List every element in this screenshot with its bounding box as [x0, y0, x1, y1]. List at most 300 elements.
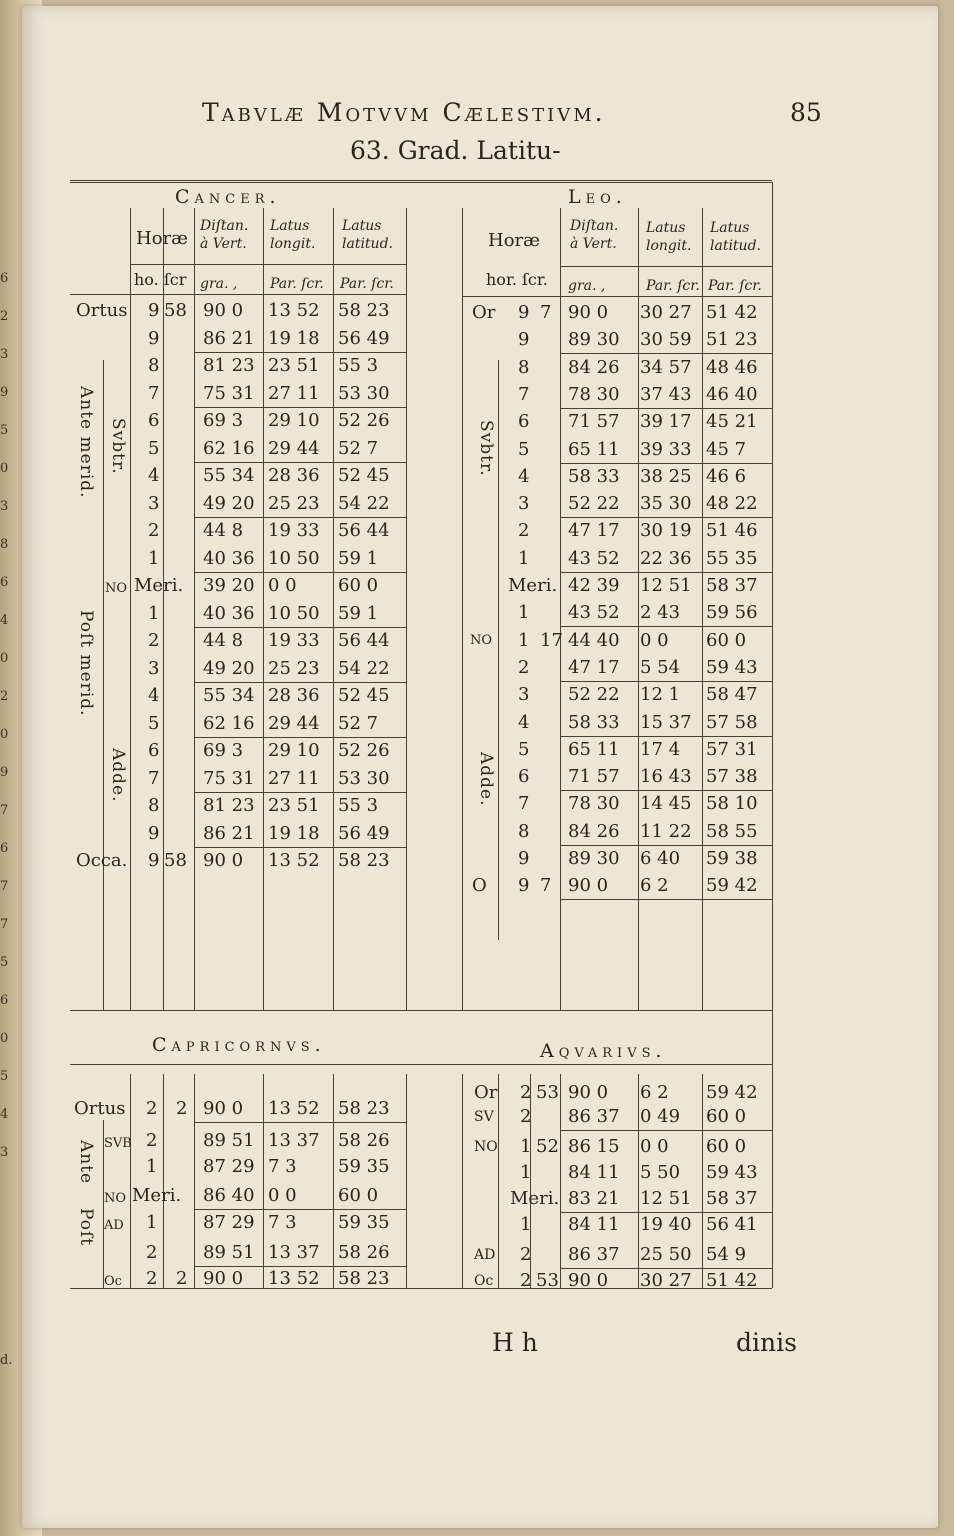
- latit-value: 60 0: [338, 575, 379, 596]
- distance-value: 90 0: [203, 850, 244, 871]
- hour-value: 9: [518, 302, 530, 323]
- hour-value: 2: [148, 520, 160, 541]
- header-a-vert: à Vert.: [570, 236, 617, 252]
- side-label-adde: Adde.: [476, 752, 496, 807]
- latit-value: 52 45: [338, 685, 390, 706]
- distance-value: 39 20: [203, 575, 255, 596]
- header-distan: Diſtan.: [570, 218, 619, 234]
- row-rule: [194, 627, 406, 628]
- distance-value: 90 0: [568, 302, 609, 323]
- hour-value: 7: [518, 383, 530, 405]
- hour-value: 1: [520, 1136, 532, 1157]
- column-rule: [638, 208, 639, 1010]
- longit-value: 7 3: [268, 1212, 297, 1233]
- minute-value: 17: [540, 629, 563, 651]
- row-rule: [560, 681, 772, 682]
- distance-value: 71 57: [568, 411, 620, 433]
- distance-value: 52 22: [568, 684, 620, 706]
- longit-value: 39 17: [640, 411, 692, 433]
- spine-mark: d.: [0, 1353, 13, 1368]
- hour-value: 9: [148, 327, 160, 349]
- distance-value: 55 34: [203, 465, 255, 486]
- side-label-adde: Adde.: [108, 748, 128, 803]
- hour-value: 4: [518, 465, 530, 487]
- longit-value: 6 40: [640, 848, 681, 869]
- distance-value: 44 8: [203, 520, 244, 541]
- longit-value: 19 18: [268, 327, 320, 349]
- mid-section-rule: [70, 1010, 772, 1011]
- table-right-rule: [772, 182, 773, 1288]
- header-latus-longit: Latus: [270, 218, 310, 234]
- row-rule: [194, 792, 406, 793]
- sign-capricornus: Capricornvs.: [152, 1034, 326, 1056]
- row-rule: [560, 572, 772, 573]
- distance-value: 49 20: [203, 657, 255, 679]
- spine-mark: 7: [0, 803, 9, 818]
- longit-value: 12 51: [640, 575, 692, 596]
- column-rule: [194, 208, 195, 1010]
- distance-value: 55 34: [203, 685, 255, 706]
- longit-value: 0 0: [640, 629, 669, 651]
- distance-value: 84 26: [568, 356, 620, 378]
- latit-value: 58 23: [338, 1268, 390, 1289]
- distance-value: 65 11: [568, 438, 620, 460]
- header-latitud: latitud.: [710, 238, 761, 254]
- header-latus-latit: Latus: [710, 220, 750, 236]
- latit-value: 45 7: [706, 438, 747, 460]
- latit-value: 58 37: [706, 575, 758, 596]
- sign-cancer: Cancer.: [175, 186, 281, 208]
- distance-value: 78 30: [568, 793, 620, 815]
- hour-value: 3: [518, 493, 530, 515]
- row-rule: [560, 353, 772, 354]
- minute-value: 58: [164, 300, 187, 321]
- distance-value: 90 0: [568, 1270, 609, 1291]
- latit-value: 53 30: [338, 382, 390, 404]
- row-rule: [560, 790, 772, 791]
- latit-value: 58 23: [338, 1098, 390, 1119]
- distance-value: 90 0: [203, 300, 244, 321]
- longit-value: 10 50: [268, 547, 320, 569]
- distance-value: 47 17: [568, 656, 620, 678]
- distance-value: 62 16: [203, 437, 255, 459]
- latit-value: 56 41: [706, 1214, 758, 1235]
- row-rule: [560, 1130, 772, 1131]
- column-rule: [406, 208, 407, 1010]
- spine-mark: 9: [0, 765, 9, 780]
- latit-value: 54 22: [338, 492, 390, 514]
- hour-value: 6: [148, 410, 160, 431]
- latit-value: 59 56: [706, 602, 758, 624]
- distance-value: 86 37: [568, 1106, 620, 1127]
- distance-value: 40 36: [203, 547, 255, 569]
- hour-value: 4: [148, 685, 160, 706]
- distance-value: 86 40: [203, 1185, 255, 1206]
- latit-value: 58 47: [706, 684, 758, 706]
- latit-value: 58 55: [706, 820, 758, 842]
- distance-value: 87 29: [203, 1156, 255, 1177]
- longit-value: 19 18: [268, 822, 320, 844]
- spine-mark: 4: [0, 1107, 9, 1122]
- minute-value: 7: [540, 875, 552, 897]
- spine-mark: 0: [0, 461, 9, 476]
- row-rule: [560, 736, 772, 737]
- row-label: O: [472, 875, 487, 897]
- row-rule: [194, 847, 406, 848]
- row-rule: [560, 463, 772, 464]
- column-rule: [638, 1074, 639, 1288]
- latit-value: 56 44: [338, 630, 390, 651]
- header-horae: Horæ: [488, 230, 541, 251]
- hour-value: Meri.: [510, 1188, 560, 1209]
- hour-value: 5: [518, 438, 530, 460]
- header-par-scr: Par. ſcr.: [708, 278, 762, 294]
- column-rule: [263, 208, 264, 1010]
- spine-mark: 5: [0, 955, 9, 970]
- hour-value: 9: [518, 875, 530, 897]
- side-label-post: Poſt: [76, 1208, 96, 1247]
- minute-value: 58: [164, 850, 187, 871]
- latit-value: 60 0: [338, 1185, 379, 1206]
- hour-value: 2: [146, 1098, 158, 1119]
- latit-value: 58 26: [338, 1130, 390, 1151]
- longit-value: 10 50: [268, 602, 320, 624]
- longit-value: 27 11: [268, 382, 320, 404]
- distance-value: 58 33: [568, 465, 620, 487]
- hour-value: 1: [518, 547, 530, 569]
- column-rule: [163, 208, 164, 1010]
- latit-value: 45 21: [706, 411, 758, 433]
- row-rule: [194, 462, 406, 463]
- header-rule: [70, 294, 406, 295]
- signature-mark: H h: [492, 1328, 538, 1357]
- distance-value: 89 30: [568, 329, 620, 351]
- distance-value: 71 57: [568, 766, 620, 788]
- distance-value: 87 29: [203, 1212, 255, 1233]
- column-rule: [130, 1074, 131, 1288]
- distance-value: 47 17: [568, 520, 620, 542]
- spine-mark: 5: [0, 423, 9, 438]
- column-rule: [560, 1074, 561, 1288]
- header-longit: longit.: [646, 238, 692, 254]
- distance-value: 86 37: [568, 1244, 620, 1265]
- distance-value: 52 22: [568, 493, 620, 515]
- hour-value: 5: [518, 738, 530, 760]
- header-rule: [560, 266, 772, 267]
- longit-value: 14 45: [640, 793, 692, 815]
- row-rule: [194, 407, 406, 408]
- hour-value: 2: [146, 1268, 158, 1289]
- lower-header-rule: [70, 1064, 772, 1065]
- distance-value: 49 20: [203, 492, 255, 514]
- hour-value: 2: [520, 1082, 532, 1103]
- latit-value: 55 35: [706, 547, 758, 569]
- distance-value: 69 3: [203, 410, 244, 431]
- row-label: Ortus: [74, 1098, 126, 1119]
- latit-value: 59 42: [706, 1082, 758, 1103]
- column-rule: [560, 208, 561, 1010]
- latit-value: 57 58: [706, 711, 758, 733]
- longit-value: 27 11: [268, 767, 320, 789]
- latit-value: 51 42: [706, 302, 758, 323]
- distance-value: 84 26: [568, 820, 620, 842]
- distance-value: 44 8: [203, 630, 244, 651]
- distance-value: 90 0: [203, 1268, 244, 1289]
- longit-value: 0 0: [268, 575, 297, 596]
- distance-value: 65 11: [568, 738, 620, 760]
- side-label-ante-merid: Ante merid.: [76, 386, 96, 499]
- row-rule: [194, 572, 406, 573]
- hour-value: 1: [520, 1214, 532, 1235]
- distance-value: 83 21: [568, 1188, 620, 1209]
- latit-value: 51 46: [706, 520, 758, 542]
- spine-mark: 0: [0, 1031, 9, 1046]
- minute-value: 7: [540, 302, 552, 323]
- latit-value: 60 0: [706, 629, 747, 651]
- longit-value: 7 3: [268, 1156, 297, 1177]
- distance-value: 43 52: [568, 547, 620, 569]
- longit-value: 0 0: [640, 1136, 669, 1157]
- spine-mark: 3: [0, 499, 9, 514]
- book-page: [22, 6, 938, 1528]
- distance-value: 75 31: [203, 382, 255, 404]
- latit-value: 54 22: [338, 657, 390, 679]
- side-rule: [103, 360, 104, 1010]
- side-label-post-merid: Poſt merid.: [76, 610, 96, 717]
- latitude-subtitle: 63. Grad. Latitu-: [350, 136, 561, 165]
- spine-mark: 3: [0, 347, 9, 362]
- longit-value: 30 27: [640, 1270, 692, 1291]
- row-rule: [560, 626, 772, 627]
- latit-value: 56 44: [338, 520, 390, 541]
- row-rule: [560, 517, 772, 518]
- sign-aquarius: Aqvarivs.: [540, 1040, 667, 1062]
- table-top-rule: [70, 180, 772, 181]
- hour-value: 2: [520, 1106, 532, 1127]
- distance-value: 86 21: [203, 327, 255, 349]
- longit-value: 16 43: [640, 766, 692, 788]
- latit-value: 56 49: [338, 327, 390, 349]
- table-top-rule-2: [70, 182, 772, 183]
- longit-value: 28 36: [268, 465, 320, 486]
- latit-value: 59 1: [338, 602, 379, 624]
- row-rule: [194, 737, 406, 738]
- hour-value: 8: [148, 795, 160, 816]
- spine-mark: 3: [0, 1145, 9, 1160]
- side-label-subtr: Svbtr.: [476, 420, 496, 477]
- hour-value: 9: [148, 850, 160, 871]
- latit-value: 60 0: [706, 1106, 747, 1127]
- longit-value: 13 52: [268, 1268, 320, 1289]
- longit-value: 6 2: [640, 1082, 669, 1103]
- spine-mark: 2: [0, 689, 9, 704]
- distance-value: 81 23: [203, 795, 255, 816]
- longit-value: 34 57: [640, 356, 692, 378]
- spine-mark: 4: [0, 613, 9, 628]
- spine-mark: 5: [0, 1069, 9, 1084]
- distance-value: 90 0: [568, 1082, 609, 1103]
- row-label: Or: [472, 302, 496, 323]
- row-rule: [194, 1209, 406, 1210]
- column-rule: [194, 1074, 195, 1288]
- distance-value: 84 11: [568, 1214, 620, 1235]
- side-note: NO: [104, 1191, 127, 1206]
- hour-value: 8: [518, 356, 530, 378]
- spine-mark: 7: [0, 879, 9, 894]
- header-par-scr: Par. ſcr.: [340, 276, 394, 292]
- row-rule: [560, 1212, 772, 1213]
- latit-value: 46 40: [706, 383, 758, 405]
- longit-value: 19 40: [640, 1214, 692, 1235]
- distance-value: 75 31: [203, 767, 255, 789]
- longit-value: 30 27: [640, 302, 692, 323]
- longit-value: 15 37: [640, 711, 692, 733]
- longit-value: 6 2: [640, 875, 669, 897]
- side-label-ante: Ante: [76, 1140, 96, 1185]
- row-rule: [560, 408, 772, 409]
- latit-value: 59 43: [706, 656, 758, 678]
- hour-value: 3: [518, 684, 530, 706]
- longit-value: 12 51: [640, 1188, 692, 1209]
- hour-value: 1: [520, 1162, 532, 1183]
- distance-value: 89 30: [568, 848, 620, 869]
- hour-value: 2: [520, 1270, 532, 1291]
- latit-value: 55 3: [338, 355, 379, 376]
- minute-value: 52: [536, 1136, 559, 1157]
- hour-value: 6: [518, 411, 530, 433]
- row-rule: [560, 845, 772, 846]
- row-label: Oc: [474, 1273, 494, 1289]
- distance-value: 58 33: [568, 711, 620, 733]
- hour-value: 7: [148, 382, 160, 404]
- header-gra: gra. ,: [200, 276, 238, 292]
- hour-value: 8: [518, 820, 530, 842]
- hour-value: 2: [146, 1242, 158, 1263]
- longit-value: 13 52: [268, 300, 320, 321]
- running-title: Tabvlæ Motvvm Cælestivm.: [202, 98, 606, 127]
- header-latitud: latitud.: [342, 236, 393, 252]
- longit-value: 19 33: [268, 630, 320, 651]
- distance-value: 42 39: [568, 575, 620, 596]
- spine-mark: 6: [0, 271, 9, 286]
- longit-value: 12 1: [640, 684, 681, 706]
- spine-mark: 0: [0, 651, 9, 666]
- latit-value: 51 23: [706, 329, 758, 351]
- longit-value: 29 10: [268, 740, 320, 761]
- hour-value: 4: [518, 711, 530, 733]
- row-label: Ortus: [76, 300, 128, 321]
- hour-value: 3: [148, 492, 160, 514]
- latit-value: 59 1: [338, 547, 379, 569]
- distance-value: 90 0: [568, 875, 609, 897]
- header-hor-scr: hor. ſcr.: [486, 270, 548, 289]
- latit-value: 59 42: [706, 875, 758, 897]
- hour-value: 7: [518, 793, 530, 815]
- row-rule: [560, 1268, 772, 1269]
- hour-value: 5: [148, 712, 160, 734]
- hour-value: 1: [148, 602, 160, 624]
- hour-value: Meri.: [508, 575, 558, 596]
- row-rule: [560, 899, 772, 900]
- longit-value: 37 43: [640, 383, 692, 405]
- longit-value: 30 19: [640, 520, 692, 542]
- longit-value: 5 54: [640, 656, 681, 678]
- latit-value: 46 6: [706, 465, 747, 487]
- column-rule: [702, 1074, 703, 1288]
- hour-value: 2: [520, 1244, 532, 1265]
- distance-value: 89 51: [203, 1130, 255, 1151]
- hour-value: 1: [518, 602, 530, 624]
- row-rule: [194, 1122, 406, 1123]
- header-gra: gra. ,: [568, 278, 606, 294]
- latit-value: 58 23: [338, 300, 390, 321]
- longit-value: 35 30: [640, 493, 692, 515]
- latit-value: 52 26: [338, 740, 390, 761]
- longit-value: 29 44: [268, 437, 320, 459]
- hour-value: 6: [148, 740, 160, 761]
- header-ho-scr: ho. ſcr: [134, 270, 187, 289]
- hour-value: 4: [148, 465, 160, 486]
- hour-value: 1: [146, 1212, 158, 1233]
- hour-value: 5: [148, 437, 160, 459]
- row-rule: [194, 517, 406, 518]
- latit-value: 51 42: [706, 1270, 758, 1291]
- row-label: NO: [474, 1139, 498, 1155]
- header-longit: longit.: [270, 236, 316, 252]
- distance-value: 69 3: [203, 740, 244, 761]
- side-label-subtr: Svbtr.: [108, 418, 128, 475]
- latit-value: 58 26: [338, 1242, 390, 1263]
- distance-value: 44 40: [568, 629, 620, 651]
- longit-value: 25 23: [268, 657, 320, 679]
- hour-value: 7: [148, 767, 160, 789]
- hour-value: 6: [518, 766, 530, 788]
- hour-value: 9: [518, 329, 530, 351]
- distance-value: 84 11: [568, 1162, 620, 1183]
- latit-value: 52 45: [338, 465, 390, 486]
- column-rule: [333, 208, 334, 1010]
- latit-value: 52 7: [338, 437, 379, 459]
- longit-value: 2 43: [640, 602, 681, 624]
- header-latus-latit: Latus: [342, 218, 382, 234]
- header-horae: Horæ: [136, 228, 189, 249]
- latit-value: 59 35: [338, 1212, 390, 1233]
- longit-value: 22 36: [640, 547, 692, 569]
- distance-value: 78 30: [568, 383, 620, 405]
- minute-value: 2: [176, 1268, 188, 1289]
- longit-value: 28 36: [268, 685, 320, 706]
- header-par-scr: Par. ſcr.: [646, 278, 700, 294]
- longit-value: 29 10: [268, 410, 320, 431]
- longit-value: 13 37: [268, 1130, 320, 1151]
- meridian-note: NO: [105, 581, 128, 596]
- minute-value: 53: [536, 1082, 559, 1103]
- longit-value: 25 23: [268, 492, 320, 514]
- header-a-vert: à Vert.: [200, 236, 247, 252]
- hour-value: 9: [518, 848, 530, 869]
- row-label: Occa.: [76, 850, 128, 871]
- latit-value: 54 9: [706, 1244, 747, 1265]
- hour-value: 2: [148, 630, 160, 651]
- longit-value: 13 52: [268, 1098, 320, 1119]
- column-rule: [130, 208, 131, 1010]
- header-latus-longit: Latus: [646, 220, 686, 236]
- column-rule: [163, 1074, 164, 1288]
- row-label: NO: [470, 632, 493, 648]
- longit-value: 13 52: [268, 850, 320, 871]
- latit-value: 53 30: [338, 767, 390, 789]
- latit-value: 59 38: [706, 848, 758, 869]
